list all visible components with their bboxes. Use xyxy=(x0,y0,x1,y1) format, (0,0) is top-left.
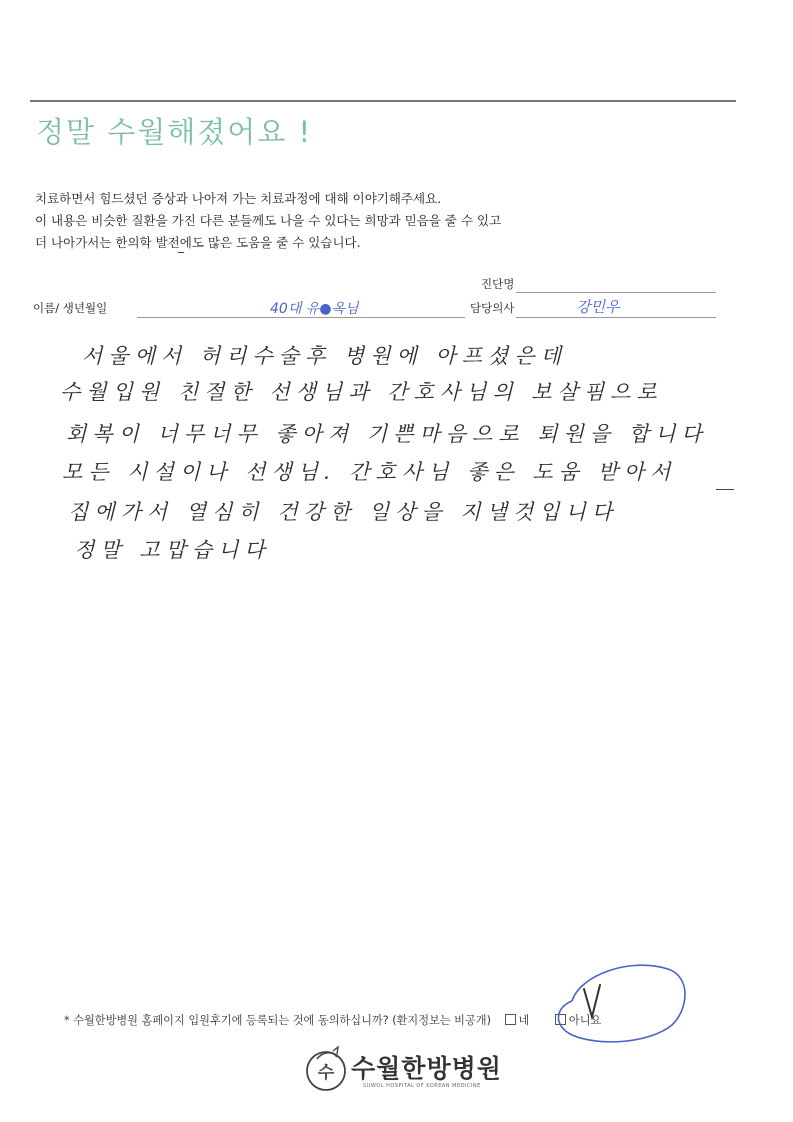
pen-circle xyxy=(558,965,685,1042)
doctor-value: 강민우 xyxy=(576,298,620,316)
intro-text xyxy=(35,188,501,254)
yes-label: 네 xyxy=(518,1014,530,1027)
handwriting-line: 수월입원 친절한 선생님과 간호사님의 보살핌으로 xyxy=(60,380,663,404)
consent-row xyxy=(64,1012,601,1028)
consent-question: * 수월한방병원 홈페이지 입원후기에 등록되는 것에 동의하십니까? (환지정보는 비공개) xyxy=(64,1014,491,1027)
intro-line: 더 나아가서는 한의학 발전에도 많은 도움을 줄 수 있습니다. xyxy=(35,235,361,250)
stray-mark xyxy=(178,252,184,253)
check-icon xyxy=(584,985,600,1017)
top-divider xyxy=(30,100,736,102)
handwritten-review xyxy=(60,340,740,580)
stray-mark xyxy=(716,489,734,490)
doctor-label: 담당의사 xyxy=(470,301,515,315)
handwriting-line: 집에가서 열심히 건강한 일상을 지낼것입니다 xyxy=(68,500,619,524)
logo-subtitle: SUWOL HOSPITAL OF KOREAN MEDICINE xyxy=(363,1083,481,1089)
intro-line: 이 내용은 비슷한 질환을 가진 다른 분들께도 나을 수 있다는 희망과 믿음을 줄 수 있고 xyxy=(35,213,502,228)
logo-emblem-icon xyxy=(303,1045,349,1097)
yes-checkbox[interactable] xyxy=(505,1014,516,1025)
handwriting-line: 서울에서 허리수술후 병원에 아프셨은데 xyxy=(82,344,567,368)
page-title: 정말 수월해졌어요 ! xyxy=(36,115,313,149)
hospital-logo xyxy=(303,1045,502,1101)
check-circle-mark xyxy=(540,955,700,1050)
handwriting-line: 회복이 너무너무 좋아져 기쁜마음으로 퇴원을 합니다 xyxy=(66,422,708,446)
diagnosis-label: 진단명 xyxy=(481,277,515,291)
doctor-underline xyxy=(516,317,716,318)
handwriting-line: 정말 고맙습니다 xyxy=(74,538,271,562)
no-label: 아니요 xyxy=(568,1014,602,1027)
intro-line: 치료하면서 힘드셨던 증상과 나아져 가는 치료과정에 대해 이야기해주세요. xyxy=(35,191,442,206)
svg-text:수: 수 xyxy=(317,1063,335,1083)
name-label: 이름/ 생년월일 xyxy=(33,301,108,315)
diagnosis-underline xyxy=(516,292,716,293)
handwriting-line: 모든 시설이나 선생님. 간호사님 좋은 도움 받아서 xyxy=(62,460,677,484)
logo-name: 수월한방병원 xyxy=(351,1054,502,1083)
name-value: 40대 유●옥님 xyxy=(270,301,359,317)
